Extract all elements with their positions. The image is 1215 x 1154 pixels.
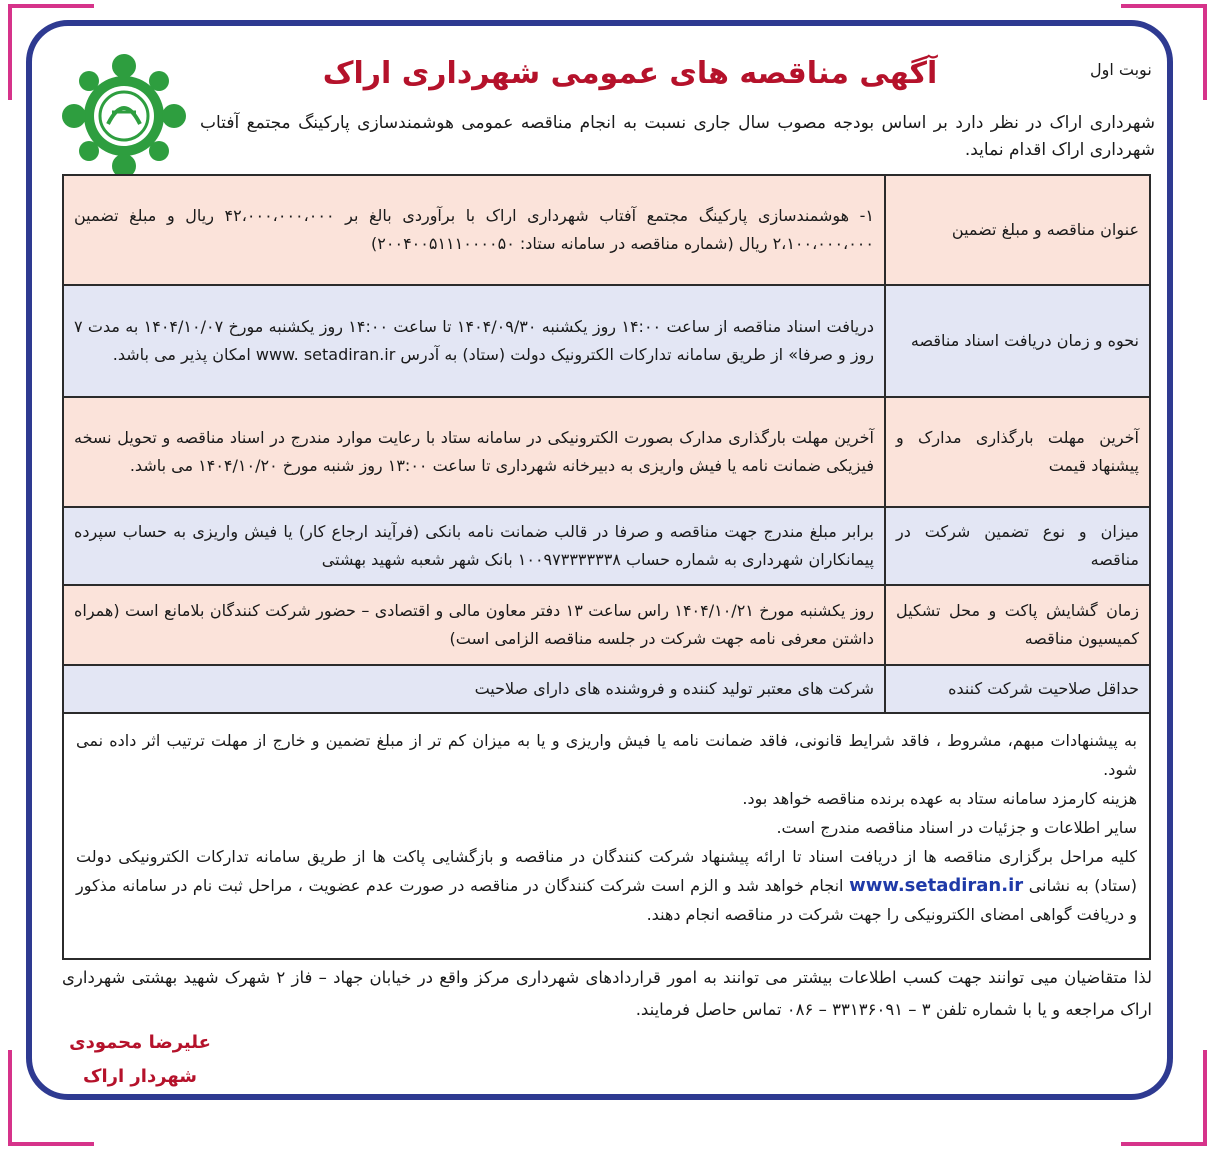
table-row xyxy=(63,585,1150,665)
terms-notes xyxy=(62,714,1151,960)
table-row xyxy=(63,665,1150,713)
row-value: دریافت اسناد مناقصه از ساعت ۱۴:۰۰ روز یکشنبه ۱۴۰۴/۰۹/۳۰ تا ساعت ۱۴:۰۰ روز یکشنبه مورخ ۱۴۰۴/۱۰/۰۷ به مدت ۷ روز و صرفا» از طریق سامانه تدارکات الکترونیک دولت (ستاد) به آدرس www. setadiran.ir امکان پذیر می باشد. xyxy=(63,285,885,397)
signatory-role: شهردار اراک xyxy=(83,1066,197,1087)
signatory-name: علیرضا محمودی xyxy=(69,1032,211,1053)
note-text: کلیه مراحل برگزاری مناقصه ها از دریافت اسناد تا ارائه پیشنهاد شرکت کنندگان در مناقصه و بازگشایی پاکت ها از طریق سامانه تدارکات الکترونیکی دولت (ستاد) به نشانی xyxy=(76,847,1138,895)
row-label: عنوان مناقصه و مبلغ تضمین xyxy=(885,175,1150,285)
row-label: آخرین مهلت بارگذاری مدارک و پیشنهاد قیمت xyxy=(885,397,1150,507)
note-paragraph: به پیشنهادات مبهم، مشروط ، فاقد شرایط قانونی، فاقد ضمانت نامه یا فیش واریزی و یا به میزان کم تر از مبلغ تضمین و خارج از مهلت ترتیب اثر داده نمی شود. xyxy=(76,731,1137,779)
table-row xyxy=(63,397,1150,507)
signature-block xyxy=(60,1026,220,1094)
row-label: حداقل صلاحیت شرکت کننده xyxy=(885,665,1150,713)
row-label: نحوه و زمان دریافت اسناد مناقصه xyxy=(885,285,1150,397)
row-value: آخرین مهلت بارگذاری مدارک بصورت الکترونیکی در سامانه ستاد با رعایت موارد مندرج در اسناد مناقصه و تحویل نسخه فیزیکی ضمانت نامه یا فیش واریزی به دبیرخانه شهرداری تا ساعت ۱۳:۰۰ روز شنبه مورخ ۱۴۰۴/۱۰/۲۰ می باشد. xyxy=(63,397,885,507)
tender-details-table xyxy=(62,174,1151,714)
note-paragraph: سایر اطلاعات و جزئیات در اسناد مناقصه مندرج است. xyxy=(776,818,1137,837)
note-text: انجام خواهد شد و الزم است شرکت کنندگان در مناقصه در صورت عدم عضویت ، مراحل ثبت نام در سامانه مذکور و دریافت گواهی امضای الکترونیکی را جهت شرکت در مناقصه انجام دهند. xyxy=(76,876,1137,924)
table-row xyxy=(63,507,1150,585)
publication-round: نوبت اول xyxy=(1090,60,1152,79)
municipality-logo-icon xyxy=(60,52,188,180)
row-value: ۱- هوشمندسازی پارکینگ مجتمع آفتاب شهرداری اراک با برآوردی بالغ بر ۴۲،۰۰۰،۰۰۰،۰۰۰ ریال و مبلغ تضمین ۲،۱۰۰،۰۰۰،۰۰۰ ریال (شماره مناقصه در سامانه ستاد: ۲۰۰۴۰۰۵۱۱۱۰۰۰۰۵۰) xyxy=(63,175,885,285)
table-row xyxy=(63,285,1150,397)
note-paragraph xyxy=(76,842,1137,929)
note-paragraph: هزینه کارمزد سامانه ستاد به عهده برنده مناقصه خواهد بود. xyxy=(742,789,1137,808)
row-value: برابر مبلغ مندرج جهت مناقصه و صرفا در قالب ضمانت نامه بانکی (فرآیند ارجاع کار) یا فیش واریزی به حساب سپرده پیمانکاران شهرداری به شماره حساب ۱۰۰۹۷۳۳۳۳۳۳۸ بانک شهر شعبه شهید بهشتی xyxy=(63,507,885,585)
row-label: میزان و نوع تضمین شرکت در مناقصه xyxy=(885,507,1150,585)
row-value: شرکت های معتبر تولید کننده و فروشنده های دارای صلاحیت xyxy=(63,665,885,713)
row-label: زمان گشایش پاکت و محل تشکیل کمیسیون مناقصه xyxy=(885,585,1150,665)
intro-paragraph: شهرداری اراک در نظر دارد بر اساس بودجه مصوب سال جاری نسبت به انجام مناقصه عمومی هوشمندسازی پارکینگ مجتمع آفتاب شهرداری اراک اقدام نماید. xyxy=(200,113,1155,160)
table-row xyxy=(63,175,1150,285)
setadiran-link[interactable]: www.setadiran.ir xyxy=(849,875,1024,896)
page-title: آگهی مناقصه های عمومی شهرداری اراک xyxy=(322,56,938,91)
row-value: روز یکشنبه مورخ ۱۴۰۴/۱۰/۲۱ راس ساعت ۱۳ دفتر معاون مالی و اقتصادی – حضور شرکت کنندگان بلامانع است (همراه داشتن معرفی نامه جهت شرکت در جلسه مناقصه الزامی است) xyxy=(63,585,885,665)
contact-paragraph: لذا متقاضیان میی توانند جهت کسب اطلاعات بیشتر می توانند به امور قراردادهای شهرداری مرکز واقع در خیابان جهاد – فاز ۲ شهرک شهید بهشتی شهرداری اراک مراجعه و یا با شماره تلفن ۳ – ۳۳۱۳۶۰۹۱ – ۰۸۶ تماس حاصل فرمایند. xyxy=(62,968,1152,1019)
